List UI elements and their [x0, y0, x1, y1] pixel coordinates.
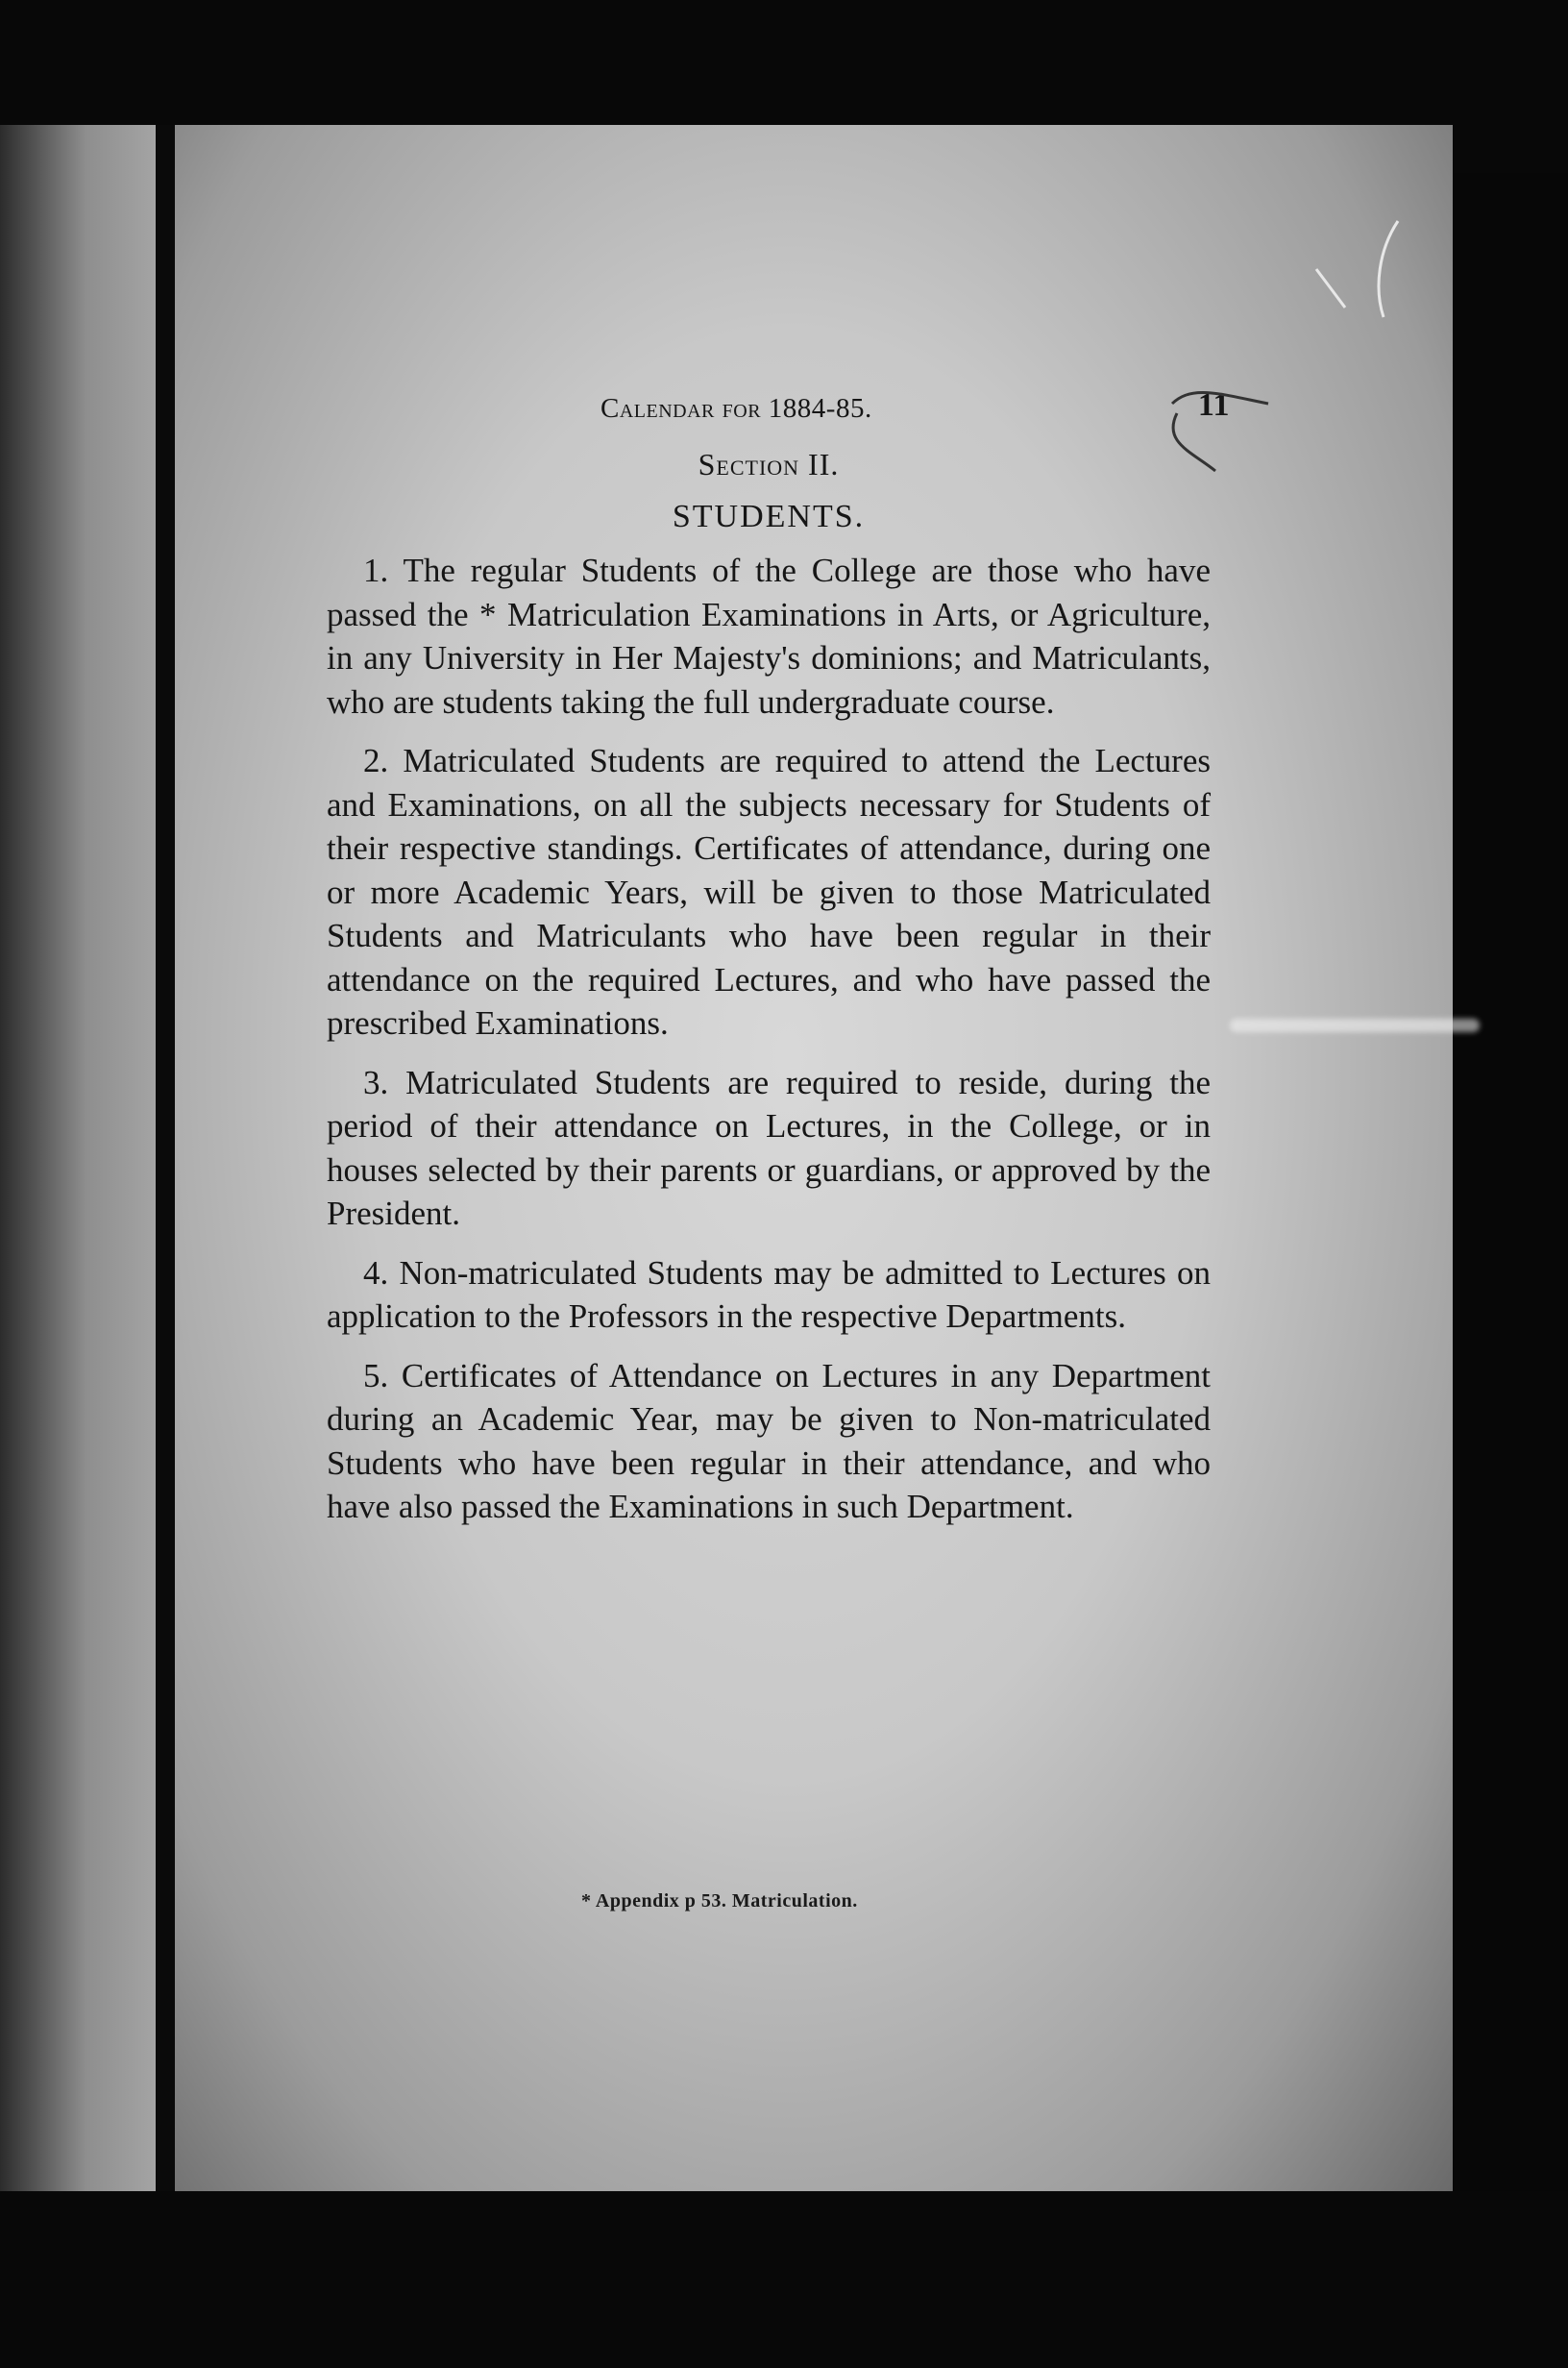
paragraph-5: 5. Certificates of Attendance on Lectures in any Department during an Academic Year, may be given to Non-matriculated Students who have been regular in their attendance, and who have also passed the Examinations in such Department. [327, 1356, 1211, 1525]
page-number: 11 [1197, 387, 1230, 423]
paragraph-3: 3. Matriculated Students are required to reside, during the period of their attendance on Lectures, in the College, or in houses selected by their parents or guardians, or approved by the President. [327, 1063, 1211, 1232]
facing-page-edge [0, 125, 156, 2191]
running-head [327, 380, 1230, 437]
paragraph-4: 4. Non-matriculated Students may be admitted to Lectures on application to the Professors in the respective Departments. [327, 1253, 1211, 1335]
book-gutter [156, 125, 175, 2191]
footnote: * Appendix p 53. Matriculation. [581, 1890, 858, 1912]
page-edge-shadow [1453, 173, 1568, 2191]
page-text [327, 380, 1230, 1544]
paragraph-2: 2. Matriculated Students are required to attend the Lectures and Examinations, on all the subjects necessary for Students of their respective standings. Certificates of attendance, during one or more Academic Years, will be given to those Matriculated Students and Matriculants who have been regular in their attendance on the required Lectures, and who have passed the prescribed Examinations. [327, 742, 1211, 1042]
pencil-mark-corner [1307, 211, 1422, 327]
running-head-title: Calendar for 1884-85. [600, 393, 872, 424]
paragraph-1: 1. The regular Students of the College are those who have passed the * Matriculation Examinations in Arts, or Agriculture, in any University in Her Majesty's dominions; and Matriculants, who are students taking the full undergraduate course. [327, 552, 1211, 721]
pencil-mark [1153, 375, 1297, 481]
scan-smudge [1230, 1019, 1480, 1032]
section-title: Section II. [698, 447, 840, 481]
section-heading: STUDENTS. [672, 499, 866, 534]
